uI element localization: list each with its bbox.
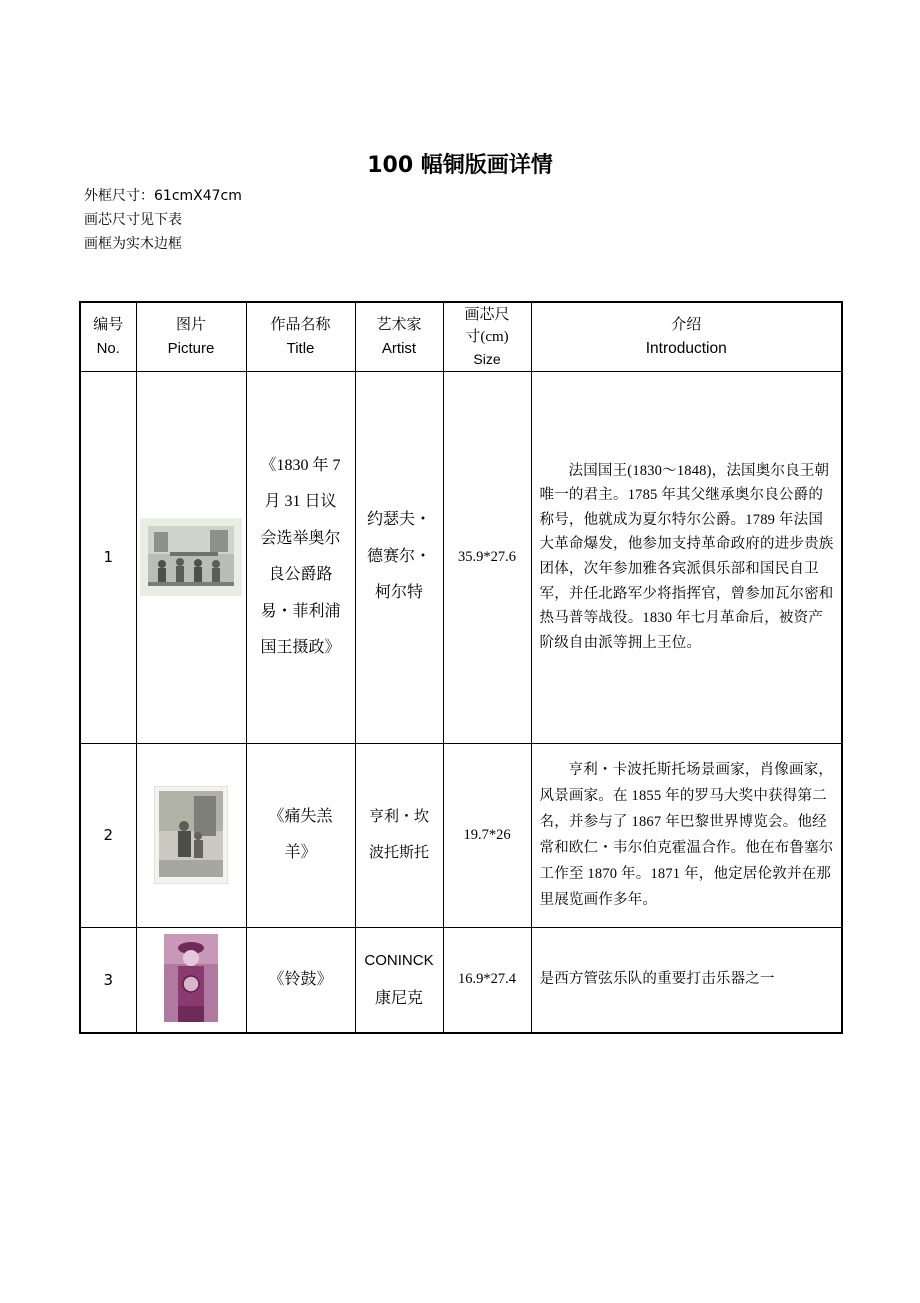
engraving-thumbnail: [160, 934, 222, 1026]
row-number: 1: [80, 371, 136, 743]
table-row: [80, 743, 842, 927]
page-meta: [84, 184, 242, 256]
row-intro: 是西方管弦乐队的重要打击乐器之一: [531, 927, 842, 1033]
core-size-note: 画芯尺寸见下表: [84, 212, 182, 228]
frame-material-note: 画框为实木边框: [84, 236, 182, 252]
row-title: 《铃鼓》: [246, 927, 355, 1033]
row-artist: [355, 927, 443, 1033]
row-size: 16.9*27.4: [443, 927, 531, 1033]
row-artist: 约瑟夫・德赛尔・柯尔特: [355, 371, 443, 743]
header-title: 作品名称 Title: [246, 302, 355, 371]
row-size: 35.9*27.6: [443, 371, 531, 743]
artist-name-cn: 康尼克: [374, 989, 423, 1007]
row-picture: [136, 927, 246, 1033]
row-picture: [136, 743, 246, 927]
row-intro: 法国国王(1830～1848)，法国奥尔良王朝唯一的君主。1785 年其父继承奥尔良公爵的称号，他就成为夏尔特尔公爵。1789 年法国大革命爆发，他参加支持革命政府的进步贵族团体，次年参加雅各宾派俱乐部和国民自卫军，并任北路军少将指挥官，曾参加瓦尔密和热马普等战役。1830 年七月革命后，被资产阶级自由派等拥上王位。: [531, 371, 842, 743]
row-picture: [136, 371, 246, 743]
engraving-thumbnail: [140, 518, 242, 596]
row-title: 《1830 年 7 月 31 日议会选举奥尔良公爵路易・菲利浦国王摄政》: [246, 371, 355, 743]
row-size: 19.7*26: [443, 743, 531, 927]
artwork-table: [79, 301, 843, 1034]
header-intro: 介绍 Introduction: [531, 302, 842, 371]
page-title: 100 幅铜版画详情: [367, 153, 553, 178]
row-title: 《痛失羔羊》: [246, 743, 355, 927]
header-no: 编号 No.: [80, 302, 136, 371]
row-number: 2: [80, 743, 136, 927]
table-header-row: [80, 302, 842, 371]
header-picture: 图片 Picture: [136, 302, 246, 371]
header-artist: 艺术家 Artist: [355, 302, 443, 371]
row-intro: 亨利・卡波托斯托场景画家，肖像画家，风景画家。在 1855 年的罗马大奖中获得第二名，并参与了 1867 年巴黎世界博览会。他经常和欧仁・韦尔伯克霍温合作。他在布鲁塞尔工作至 1870 年。1871 年，他定居伦敦并在那里展览画作多年。: [531, 743, 842, 927]
engraving-thumbnail: [154, 786, 228, 884]
row-artist: 亨利・坎波托斯托: [355, 743, 443, 927]
header-size: 画芯尺 寸(cm) Size: [443, 302, 531, 371]
table-row: [80, 371, 842, 743]
artist-name-en: CONINCK: [364, 952, 434, 970]
row-number: 3: [80, 927, 136, 1033]
frame-size-note: 外框尺寸：61cmX47cm: [84, 188, 242, 204]
table-row: [80, 927, 842, 1033]
